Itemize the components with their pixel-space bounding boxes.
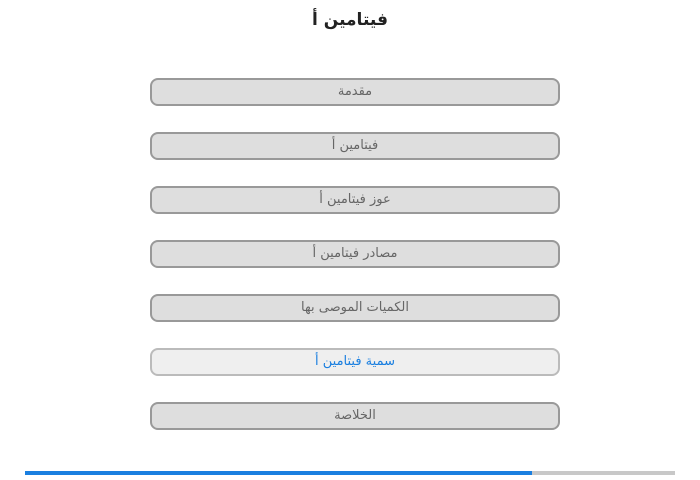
page-title: فيتامين أ	[312, 10, 388, 30]
menu-item-deficiency[interactable]: عوز فيتامين أ	[150, 186, 560, 214]
menu-item-toxicity[interactable]: سمية فيتامين أ	[150, 348, 560, 376]
progress-bar	[25, 471, 675, 475]
menu-item-recommended-amounts[interactable]: الكميات الموصى بها	[150, 294, 560, 322]
progress-bar-fill	[25, 471, 532, 475]
menu-item-sources[interactable]: مصادر فيتامين أ	[150, 240, 560, 268]
menu-item-introduction[interactable]: مقدمة	[150, 78, 560, 106]
menu-item-conclusion[interactable]: الخلاصة	[150, 402, 560, 430]
chapter-menu	[150, 78, 560, 456]
menu-item-vitamin-a[interactable]: فيتامين أ	[150, 132, 560, 160]
